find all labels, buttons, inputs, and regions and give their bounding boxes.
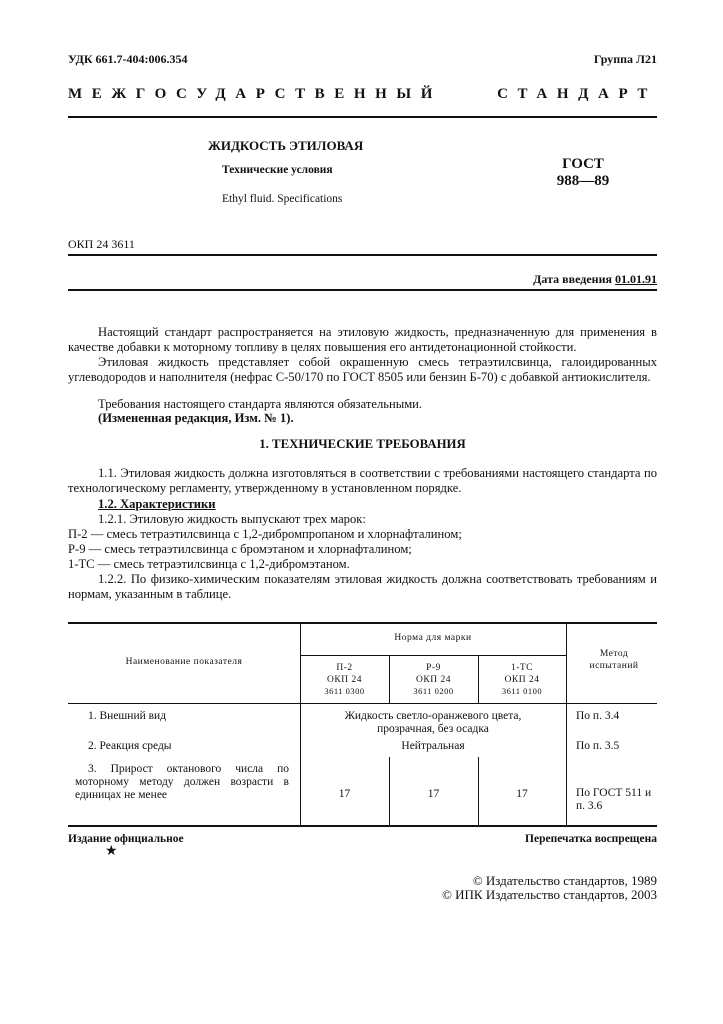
copyright-1989: © Издательство стандартов, 1989	[472, 873, 657, 888]
grade-name: 1-ТС	[510, 663, 534, 673]
table-row-3-value-r9: 17	[427, 788, 440, 800]
table-norm-subrule	[300, 655, 566, 656]
grade-header-p2	[300, 663, 389, 698]
grade-p2-line: П-2 — смесь тетраэтилсвинца с 1,2-дибромпропаном и хлорнафталином;	[68, 527, 462, 541]
table-row-2-value: Нейтральная	[401, 740, 465, 752]
copyright-2003: © ИПК Издательство стандартов, 2003	[442, 887, 657, 902]
table-col-method: Метод испытаний	[589, 649, 639, 671]
grade-okp: ОКП 24	[416, 674, 451, 685]
grade-code: 3611 0200	[413, 686, 454, 696]
date-rule	[68, 289, 657, 291]
table-row-3-name: 3. Прирост октанового числа по моторному методу должен возрасти в единицах не менее	[75, 763, 289, 801]
intro-paragraph-1: Настоящий стандарт распространяется на этиловую жидкость, предназначенную для применения в качестве добавки к моторному топливу в целях повышения его антидетонационной стойкости.	[68, 325, 657, 355]
doc-subtitle: Технические условия	[222, 164, 333, 176]
gost-number: 988—89	[556, 173, 610, 189]
table-row-1-name: 1. Внешний вид	[88, 710, 167, 722]
section-paragraph-1-2-1: 1.2.1. Этиловую жидкость выпускают трех марок:	[98, 512, 366, 526]
mid-rule	[68, 254, 657, 256]
udk-code: УДК 661.7-404:006.354	[68, 52, 188, 66]
table-row-3-method: По ГОСТ 511 и п. 3.6	[576, 787, 652, 812]
grade-okp: ОКП 24	[327, 674, 362, 685]
table-bottom-rule	[68, 825, 657, 827]
doc-english-title: Ethyl fluid. Specifications	[222, 193, 343, 205]
section-paragraph-1-2-2: 1.2.2. По физико-химическим показателям этиловая жидкость должна соответствовать требованиям и нормам, указанным в таблице.	[68, 572, 657, 602]
okp-code: ОКП 24 3611	[68, 237, 135, 251]
top-rule	[68, 116, 657, 118]
star-icon: ★	[105, 844, 118, 859]
grade-header-1ts	[478, 663, 566, 698]
table-col-norm: Норма для марки	[394, 633, 472, 643]
section-heading: 1. ТЕХНИЧЕСКИЕ ТРЕБОВАНИЯ	[259, 437, 466, 451]
group-code: Группа Л21	[593, 52, 657, 66]
grade-okp: ОКП 24	[504, 674, 540, 685]
intro-date-label: Дата введения	[533, 272, 612, 286]
intro-paragraph-2: Этиловая жидкость представляет собой окрашенную смесь тетраэтилсвинца, галоидированных углеводородов и наполнителя (нефрас С-50/170 по ГОСТ 8505 или бензин Б-70) с добавкой антиокислителя.	[68, 355, 657, 385]
table-row-2-method: По п. 3.5	[576, 740, 620, 752]
table-top-rule	[68, 622, 657, 624]
table-row-1-method: По п. 3.4	[576, 710, 620, 722]
table-row-1-value: Жидкость светло-оранжевого цвета, прозрачная, без осадка	[344, 710, 522, 735]
intro-date-value: 01.01.91	[615, 272, 657, 286]
table-row-2-name: 2. Реакция среды	[88, 740, 172, 752]
table-header-bottom-rule	[68, 703, 657, 704]
table-vline-2	[566, 622, 567, 825]
standard-banner	[68, 86, 657, 103]
official-edition: Издание официальное	[68, 833, 184, 845]
grade-header-r9	[389, 663, 478, 698]
doc-title: ЖИДКОСТЬ ЭТИЛОВАЯ	[208, 138, 364, 153]
reprint-prohibited: Перепечатка воспрещена	[525, 833, 657, 845]
grade-name: П-2	[336, 663, 353, 673]
grade-1ts-line: 1-ТС — смесь тетраэтилсвинца с 1,2-дибромэтаном.	[68, 557, 350, 571]
gost-label: ГОСТ	[562, 156, 604, 172]
intro-date	[533, 272, 657, 287]
intro-paragraph-3: Требования настоящего стандарта являются обязательными.	[98, 397, 423, 411]
grade-code: 3611 0100	[501, 686, 543, 696]
section-paragraph-1-2: 1.2. Характеристики	[98, 497, 216, 511]
grade-code: 3611 0300	[324, 686, 365, 696]
table-row-3-value-p2: 17	[338, 788, 351, 800]
grade-r9-line: Р-9 — смесь тетраэтилсвинца с бромэтаном и хлорнафталином;	[68, 542, 412, 556]
table-col-name: Наименование показателя	[125, 657, 243, 667]
banner-text: МЕЖГОСУДАРСТВЕННЫЙ СТАНДАРТ	[68, 86, 657, 102]
grade-name: Р-9	[426, 663, 441, 673]
intro-paragraph-4: (Измененная редакция, Изм. № 1).	[98, 411, 294, 425]
section-paragraph-1-1: 1.1. Этиловая жидкость должна изготовляться в соответствии с требованиями настоящего стандарта по технологическому регламенту, утвержденному в установленном порядке.	[68, 466, 657, 496]
table-row-3-value-1ts: 17	[516, 788, 528, 800]
